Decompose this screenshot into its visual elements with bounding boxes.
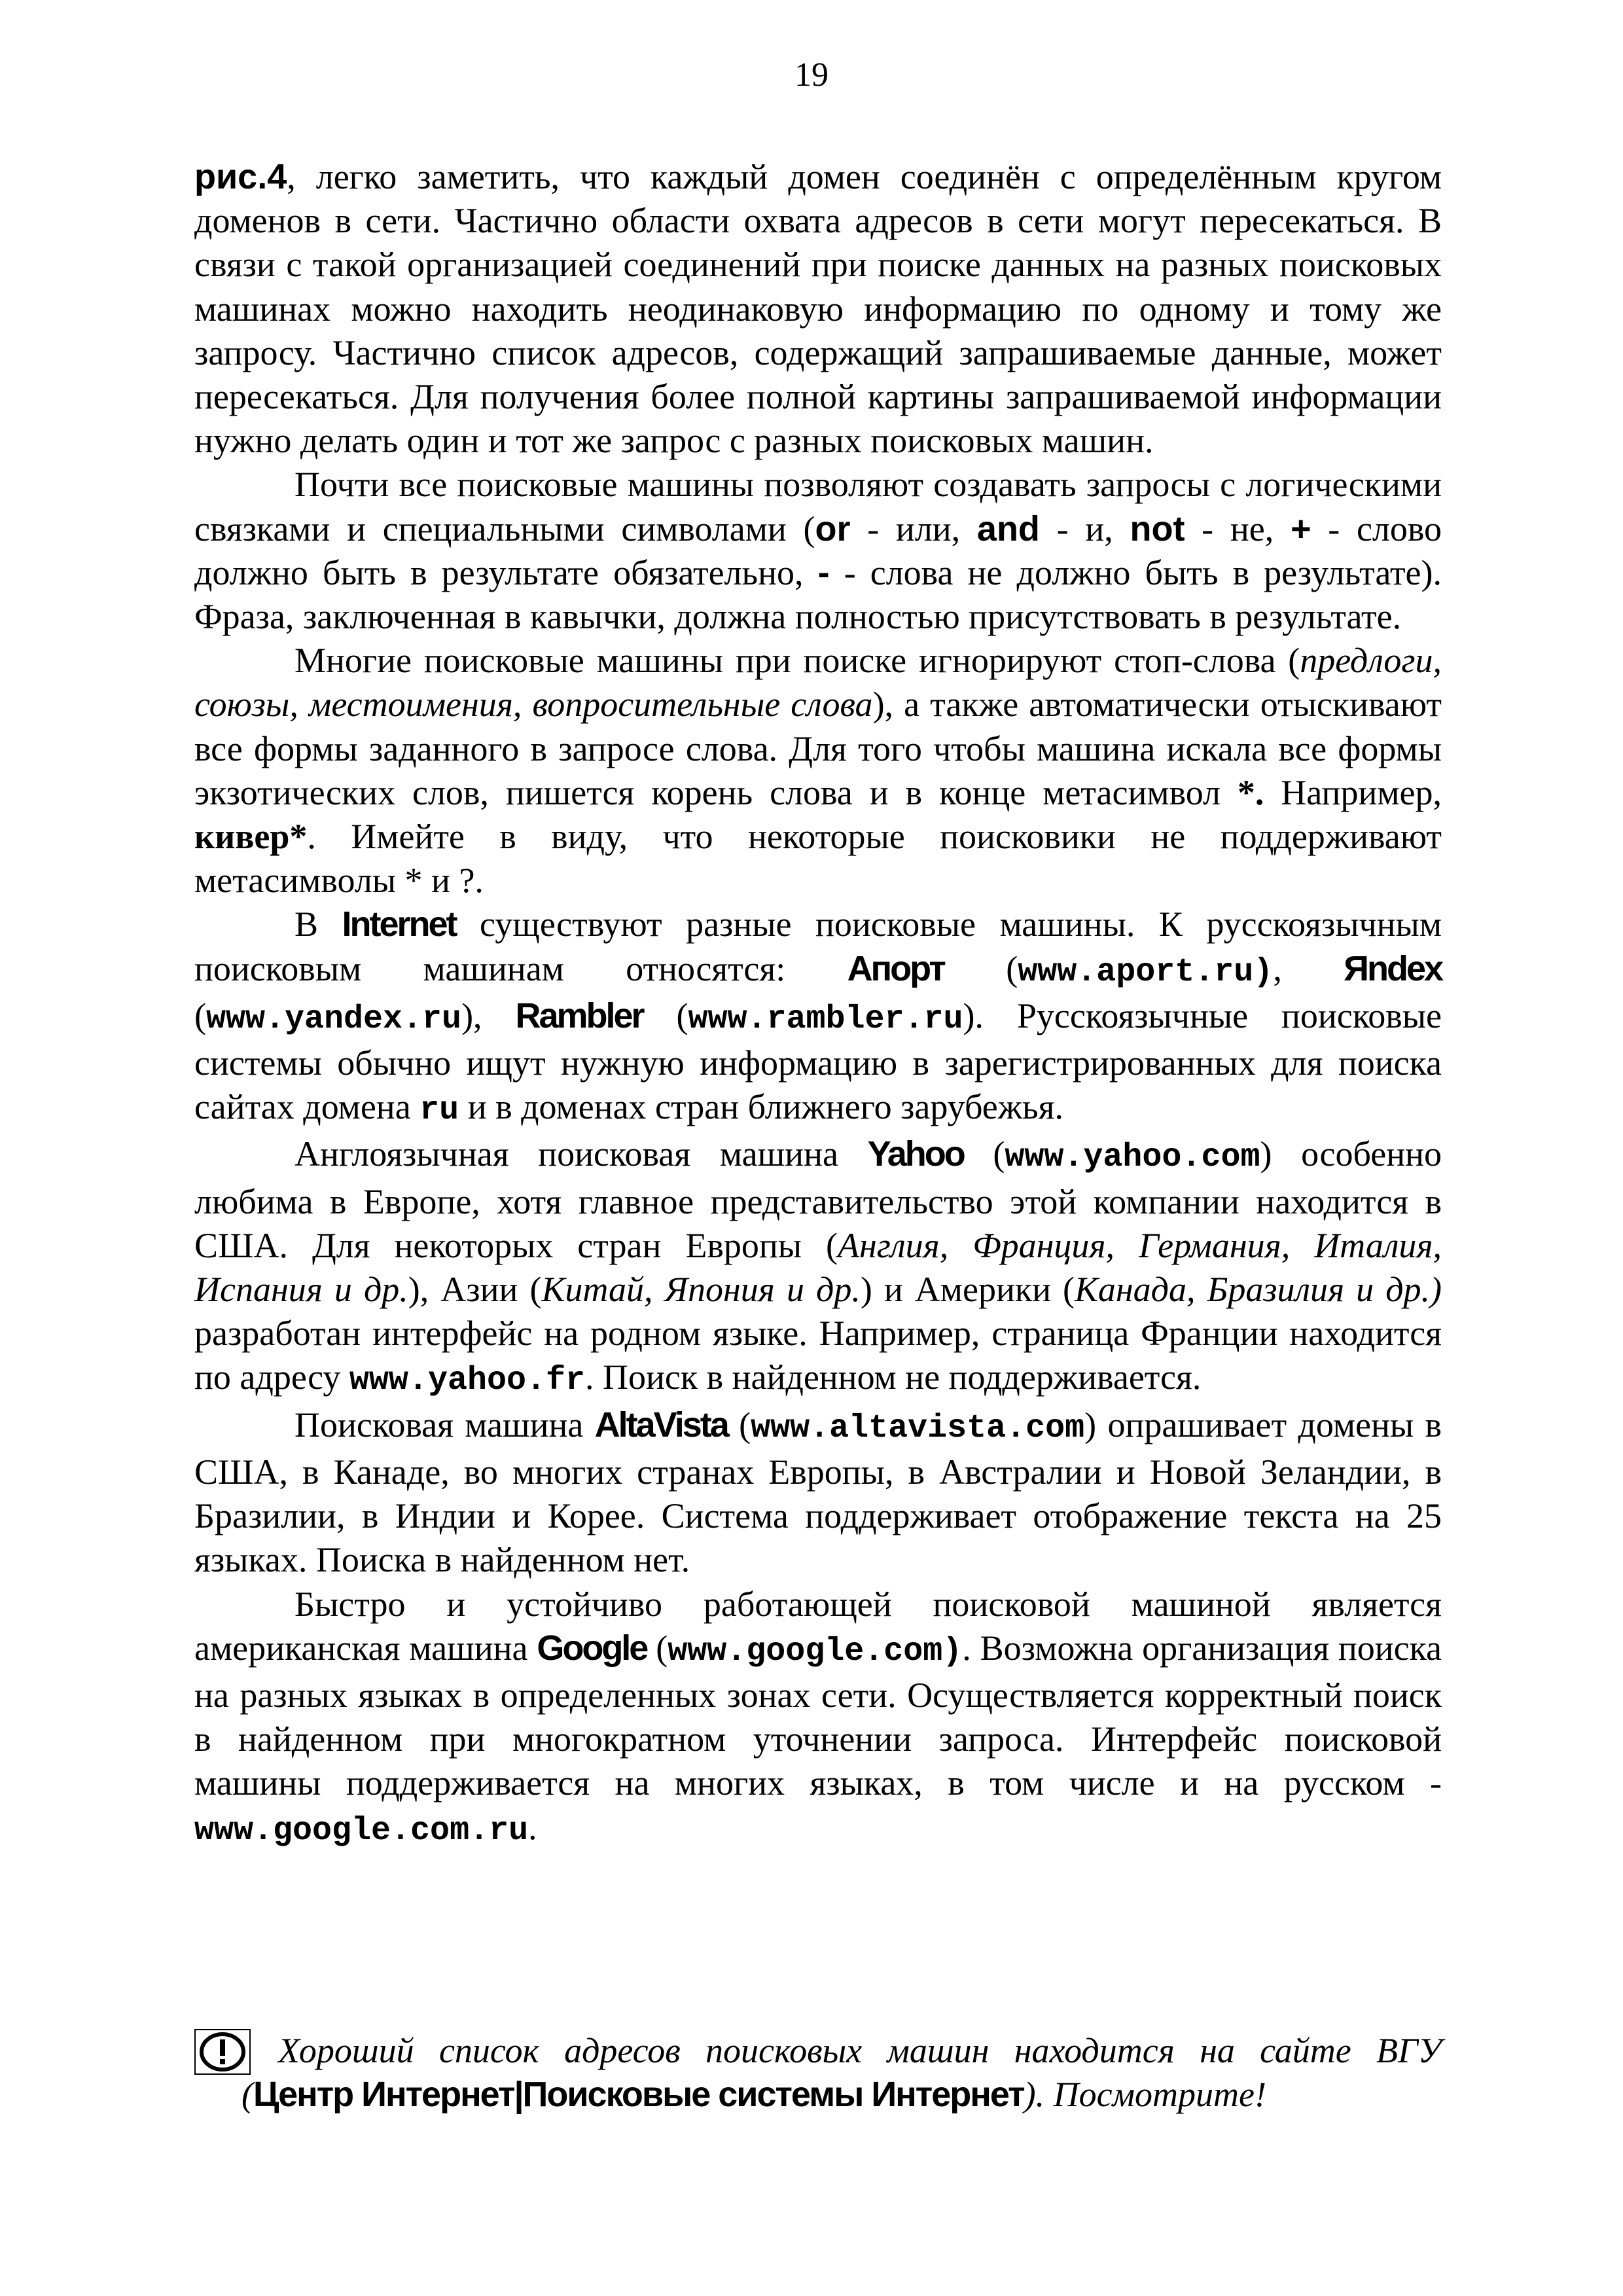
text-run: ). Русскоязычные поисковые системы обычно ищут нужную информацию в зарегистрированных для поиска сайтах домена xyxy=(194,996,1442,1127)
text-run: ), xyxy=(461,996,516,1035)
text-run: Например, xyxy=(1264,772,1442,812)
url-text: www.google.com) xyxy=(668,1632,963,1670)
text-run: ( xyxy=(643,996,688,1035)
text-run: ), Азии ( xyxy=(408,1270,542,1310)
styled-text: Yahoo xyxy=(867,1134,964,1174)
note-link[interactable]: Центр Интернет|Поисковые системы Интернет xyxy=(253,2075,1024,2114)
paragraph xyxy=(194,463,1442,639)
styled-text: кивер* xyxy=(194,817,308,857)
text-run: ( xyxy=(194,996,206,1035)
text-run: Англоязычная поисковая машина xyxy=(294,1134,868,1174)
styled-text: предлоги, союзы, местоимения, вопросительные слова xyxy=(194,641,1442,725)
text-run: Поисковая машина xyxy=(294,1405,595,1444)
text-run: существуют разные поисковые машины. К русскоязычным поисковым машинам относятся: xyxy=(194,905,1442,988)
paragraph xyxy=(194,1583,1442,1853)
text-run: . Имейте в виду, что некоторые поисковики не поддерживают метасимволы * и ?. xyxy=(194,817,1442,901)
text-run: ( xyxy=(647,1628,668,1668)
styled-text: not xyxy=(1130,509,1185,548)
text-run: - или, xyxy=(850,509,977,548)
text-run: ) особенно любима в Европе, хотя главное представительство этой компании находится в США. Для некоторых стран Европы ( xyxy=(194,1134,1442,1265)
url-text: www.altavista.com xyxy=(751,1409,1085,1447)
styled-text: Rambler xyxy=(515,996,643,1035)
text-run: разработан интерфейс на родном языке. Например, страница Франции находится по адресу xyxy=(194,1314,1442,1397)
text-run: . Поиск в найденном не поддерживается. xyxy=(584,1357,1202,1397)
styled-text: Канада, Бразилия и др.) xyxy=(1075,1270,1442,1310)
text-run: Почти все поисковые машины позволяют создавать запросы с логическими связками и специальными символами ( xyxy=(194,465,1442,548)
text-run: , легко заметить, что каждый домен соединён с определённым кругом доменов в сети. Частично области охвата адресов в сети могут пересекаться. В связи с такой организацией соединений при поиске данных на разных поисковых машинах можно находить неодинаковую информацию по одному и тому же запросу. Частично список адресов, содержащий запрашиваемые данные, может пересекаться. Для получения более полной картины запрашиваемой информации нужно делать один и тот же запрос с разных поисковых машин. xyxy=(194,157,1442,461)
text-run: ( xyxy=(727,1405,751,1444)
body-text xyxy=(194,155,1442,1853)
page-number: 19 xyxy=(794,56,829,94)
text-run: - не, xyxy=(1185,509,1291,548)
text-run: ), а также автоматически отыскивают все формы заданного в запросе слова. Для того чтобы машина искала все формы экзотических слов, пишется корень слова и в конце метасимвол xyxy=(194,685,1442,812)
paragraph xyxy=(194,1403,1442,1583)
note-text: Хороший список адресов поисковых машин находится на сайте ВГУ xyxy=(278,2031,1442,2070)
text-run: ) опрашивает домены в США, в Канаде, во многих странах Европы, в Австралии и Новой Зеландии, в Бразилии, в Индии и Корее. Система поддерживает отображение текста на 25 языках. Поиска в найденном нет. xyxy=(194,1405,1442,1580)
text-run: , xyxy=(1273,948,1344,988)
url-text: www.google.com.ru xyxy=(194,1812,529,1850)
styled-text: Апорт xyxy=(847,948,944,988)
styled-text: and xyxy=(976,509,1040,548)
paragraph xyxy=(194,903,1442,1132)
text-run: и в доменах стран ближнего зарубежья. xyxy=(459,1087,1063,1127)
url-text: www.rambler.ru xyxy=(688,1000,963,1038)
styled-text: + xyxy=(1290,509,1311,548)
note-suffix: ). Посмотрите! xyxy=(1024,2075,1266,2114)
styled-text: AltaVista xyxy=(594,1405,728,1444)
text-run: . Возможна организация поиска на разных языках в определенных зонах сети. Осуществляется корректный поиск в найденном при многократном уточнении запроса. Интерфейс поисковой машины поддерживается на многих языках, в том числе и на русском - xyxy=(194,1628,1442,1803)
styled-text: or xyxy=(815,509,851,548)
url-text: www.yandex.ru xyxy=(205,1000,462,1038)
text-run: В xyxy=(294,905,342,944)
styled-text: Китай, Япония и др. xyxy=(541,1270,861,1310)
paragraph xyxy=(194,639,1442,903)
paragraph xyxy=(194,155,1442,463)
text-run: Быстро и устойчиво работающей поисковой машиной является американская машина xyxy=(194,1584,1442,1668)
exclamation-circle-icon xyxy=(194,2029,251,2075)
text-run: ( xyxy=(944,948,1018,988)
url-text: ru xyxy=(419,1092,459,1130)
styled-text: Яndex xyxy=(1344,948,1442,988)
text-run: Многие поисковые машины при поиске игнорируют стоп-слова ( xyxy=(294,641,1300,681)
paragraph xyxy=(194,1132,1442,1403)
styled-text: Internet xyxy=(342,905,456,944)
text-run: - и, xyxy=(1039,509,1130,548)
text-run: - слова не должно быть в результате). Фраза, заключенная в кавычки, должна полностью присутствовать в результате. xyxy=(194,552,1442,637)
styled-text: - xyxy=(817,552,830,592)
styled-text: Google xyxy=(537,1628,647,1668)
text-run: ( xyxy=(963,1134,1005,1174)
url-text: www.yahoo.fr xyxy=(349,1362,585,1400)
note-text-continuation xyxy=(241,2073,1266,2117)
styled-text: Англия, Франция, Германия, Италия, Испания и др. xyxy=(194,1225,1442,1310)
styled-text: рис.4 xyxy=(194,157,287,196)
text-run: ) и Америки ( xyxy=(860,1270,1075,1310)
text-run: . xyxy=(528,1807,537,1847)
url-text: www.yahoo.com xyxy=(1005,1139,1260,1177)
text-run: - слово должно быть в результате обязательно, xyxy=(194,509,1442,592)
note-paren-open: ( xyxy=(241,2075,253,2114)
styled-text: *. xyxy=(1237,772,1264,812)
url-text: www.aport.ru) xyxy=(1018,953,1274,991)
